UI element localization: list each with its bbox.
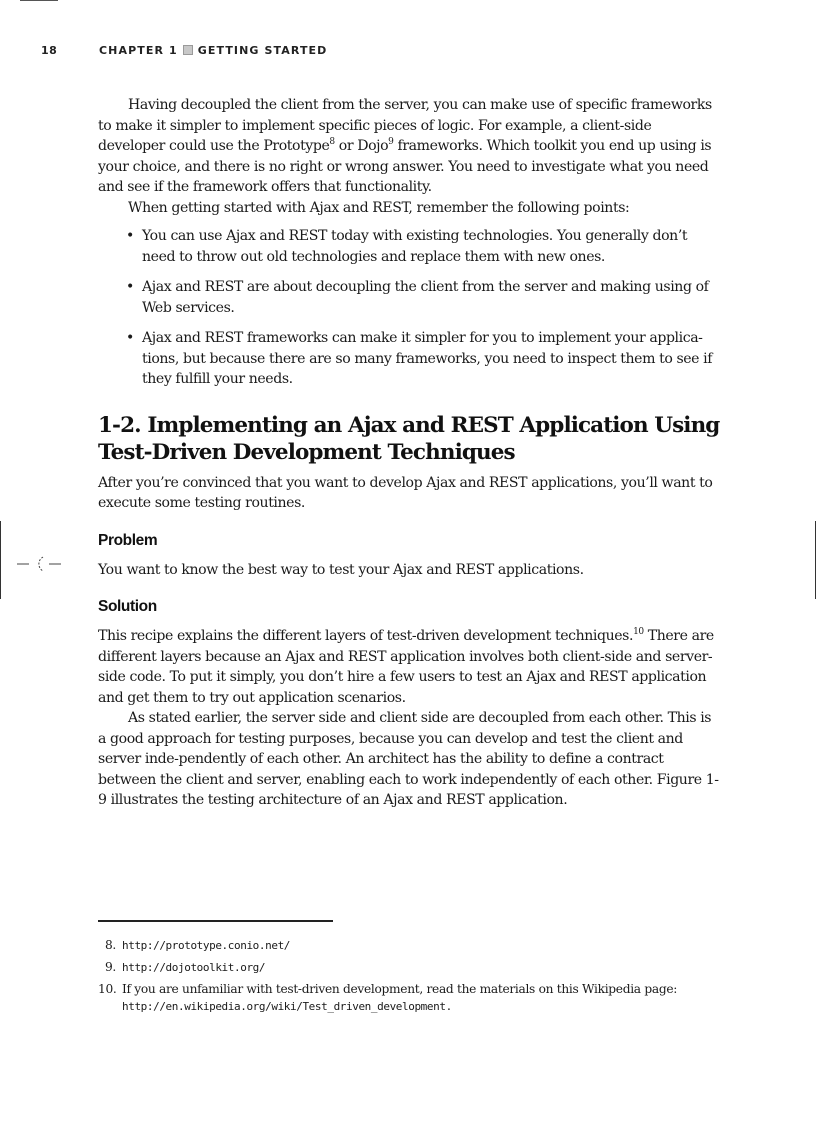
bullet-icon: •	[126, 330, 134, 346]
list-item	[98, 277, 720, 318]
section-heading-line-2: Test-Driven Development Techniques	[98, 439, 515, 465]
page-body	[98, 95, 720, 811]
chapter-title: GETTING STARTED	[197, 44, 328, 57]
bullet-text: Ajax and REST are about decoupling the client from the server and making using of Web services.	[142, 279, 709, 316]
footnote-url: http://prototype.conio.net/	[122, 939, 291, 952]
bullet-icon: •	[126, 228, 134, 244]
intro-text-1: Having decoupled the client from the server, you can make use of specific frameworks to make it simpler to implement specific pieces of logic. For example, a client-side developer could use the Prototype	[98, 97, 712, 154]
solution-text-1: This recipe explains the different layers of test-driven development techniques.	[98, 628, 634, 644]
footnote-number: 10.	[98, 982, 117, 996]
separator-square-icon	[183, 45, 193, 55]
section-heading-line-1: 1-2. Implementing an Ajax and REST Application Using	[98, 412, 720, 438]
footnote-9	[98, 959, 738, 976]
solution-heading: Solution	[98, 598, 157, 615]
footnote-url: http://en.wikipedia.org/wiki/Test_driven_development.	[122, 1000, 452, 1013]
bullet-text: Ajax and REST frameworks can make it simpler for you to implement your applica-tions, but because there are so many frameworks, you need to inspect them to see if they fulfill your needs.	[142, 330, 713, 387]
points-intro: When getting started with Ajax and REST, remember the following points:	[128, 199, 630, 216]
list-item	[98, 328, 720, 390]
registration-mark-icon	[17, 553, 61, 575]
top-crop-rule	[20, 0, 58, 1]
chapter-label: CHAPTER 1	[99, 44, 178, 57]
footnote-ref-9: 9	[388, 137, 394, 147]
footnote-ref-8: 8	[329, 137, 335, 147]
footnotes	[98, 937, 738, 1020]
footnote-text: If you are unfamiliar with test-driven development, read the materials on this Wikipedia page:	[122, 982, 678, 996]
solution-text-2: There are different layers because an Ajax and REST application involves both client-side and server-side code. To put it simply, you don’t hire a few users to test an Ajax and REST application and get them to try out application scenarios.	[98, 628, 714, 706]
section-intro: After you’re convinced that you want to develop Ajax and REST applications, you’ll want to execute some testing routines.	[98, 474, 713, 511]
footnote-number: 8.	[104, 938, 116, 952]
footnote-number: 9.	[104, 960, 116, 974]
footnote-ref-10: 10	[633, 627, 644, 637]
page-number: 18	[41, 44, 58, 57]
footnote-10	[98, 981, 738, 1015]
section-heading	[98, 412, 720, 466]
footnote-url: http://dojotoolkit.org/	[122, 961, 266, 974]
intro-text-3: frameworks. Which toolkit you end up using is your choice, and there is no right or wrong answer. You need to investigate what you need and see if the framework offers that functionality.	[98, 138, 712, 195]
problem-text: You want to know the best way to test your Ajax and REST applications.	[98, 561, 584, 578]
intro-paragraph	[98, 95, 720, 198]
left-crop-mark	[0, 521, 1, 599]
solution-paragraph-2: As stated earlier, the server side and client side are decoupled from each other. This is a good approach for testing purposes, because you can develop and test the client and server inde-pendently of each other. An architect has the ability to define a contract between the client and server, enabling each to work independently of each other. Figure 1-9 illustrates the testing architecture of an Ajax and REST application.	[98, 710, 719, 808]
list-item	[98, 226, 720, 267]
solution-paragraph-1	[98, 626, 720, 708]
intro-text-2: or Dojo	[334, 138, 389, 154]
bullet-icon: •	[126, 279, 134, 295]
running-header	[41, 44, 327, 57]
bullet-list	[98, 226, 720, 390]
bullet-text: You can use Ajax and REST today with existing technologies. You generally don’t need to throw out old technologies and replace them with new ones.	[142, 228, 688, 265]
problem-heading: Problem	[98, 531, 158, 549]
footnote-divider	[98, 920, 333, 922]
footnote-8	[98, 937, 738, 954]
